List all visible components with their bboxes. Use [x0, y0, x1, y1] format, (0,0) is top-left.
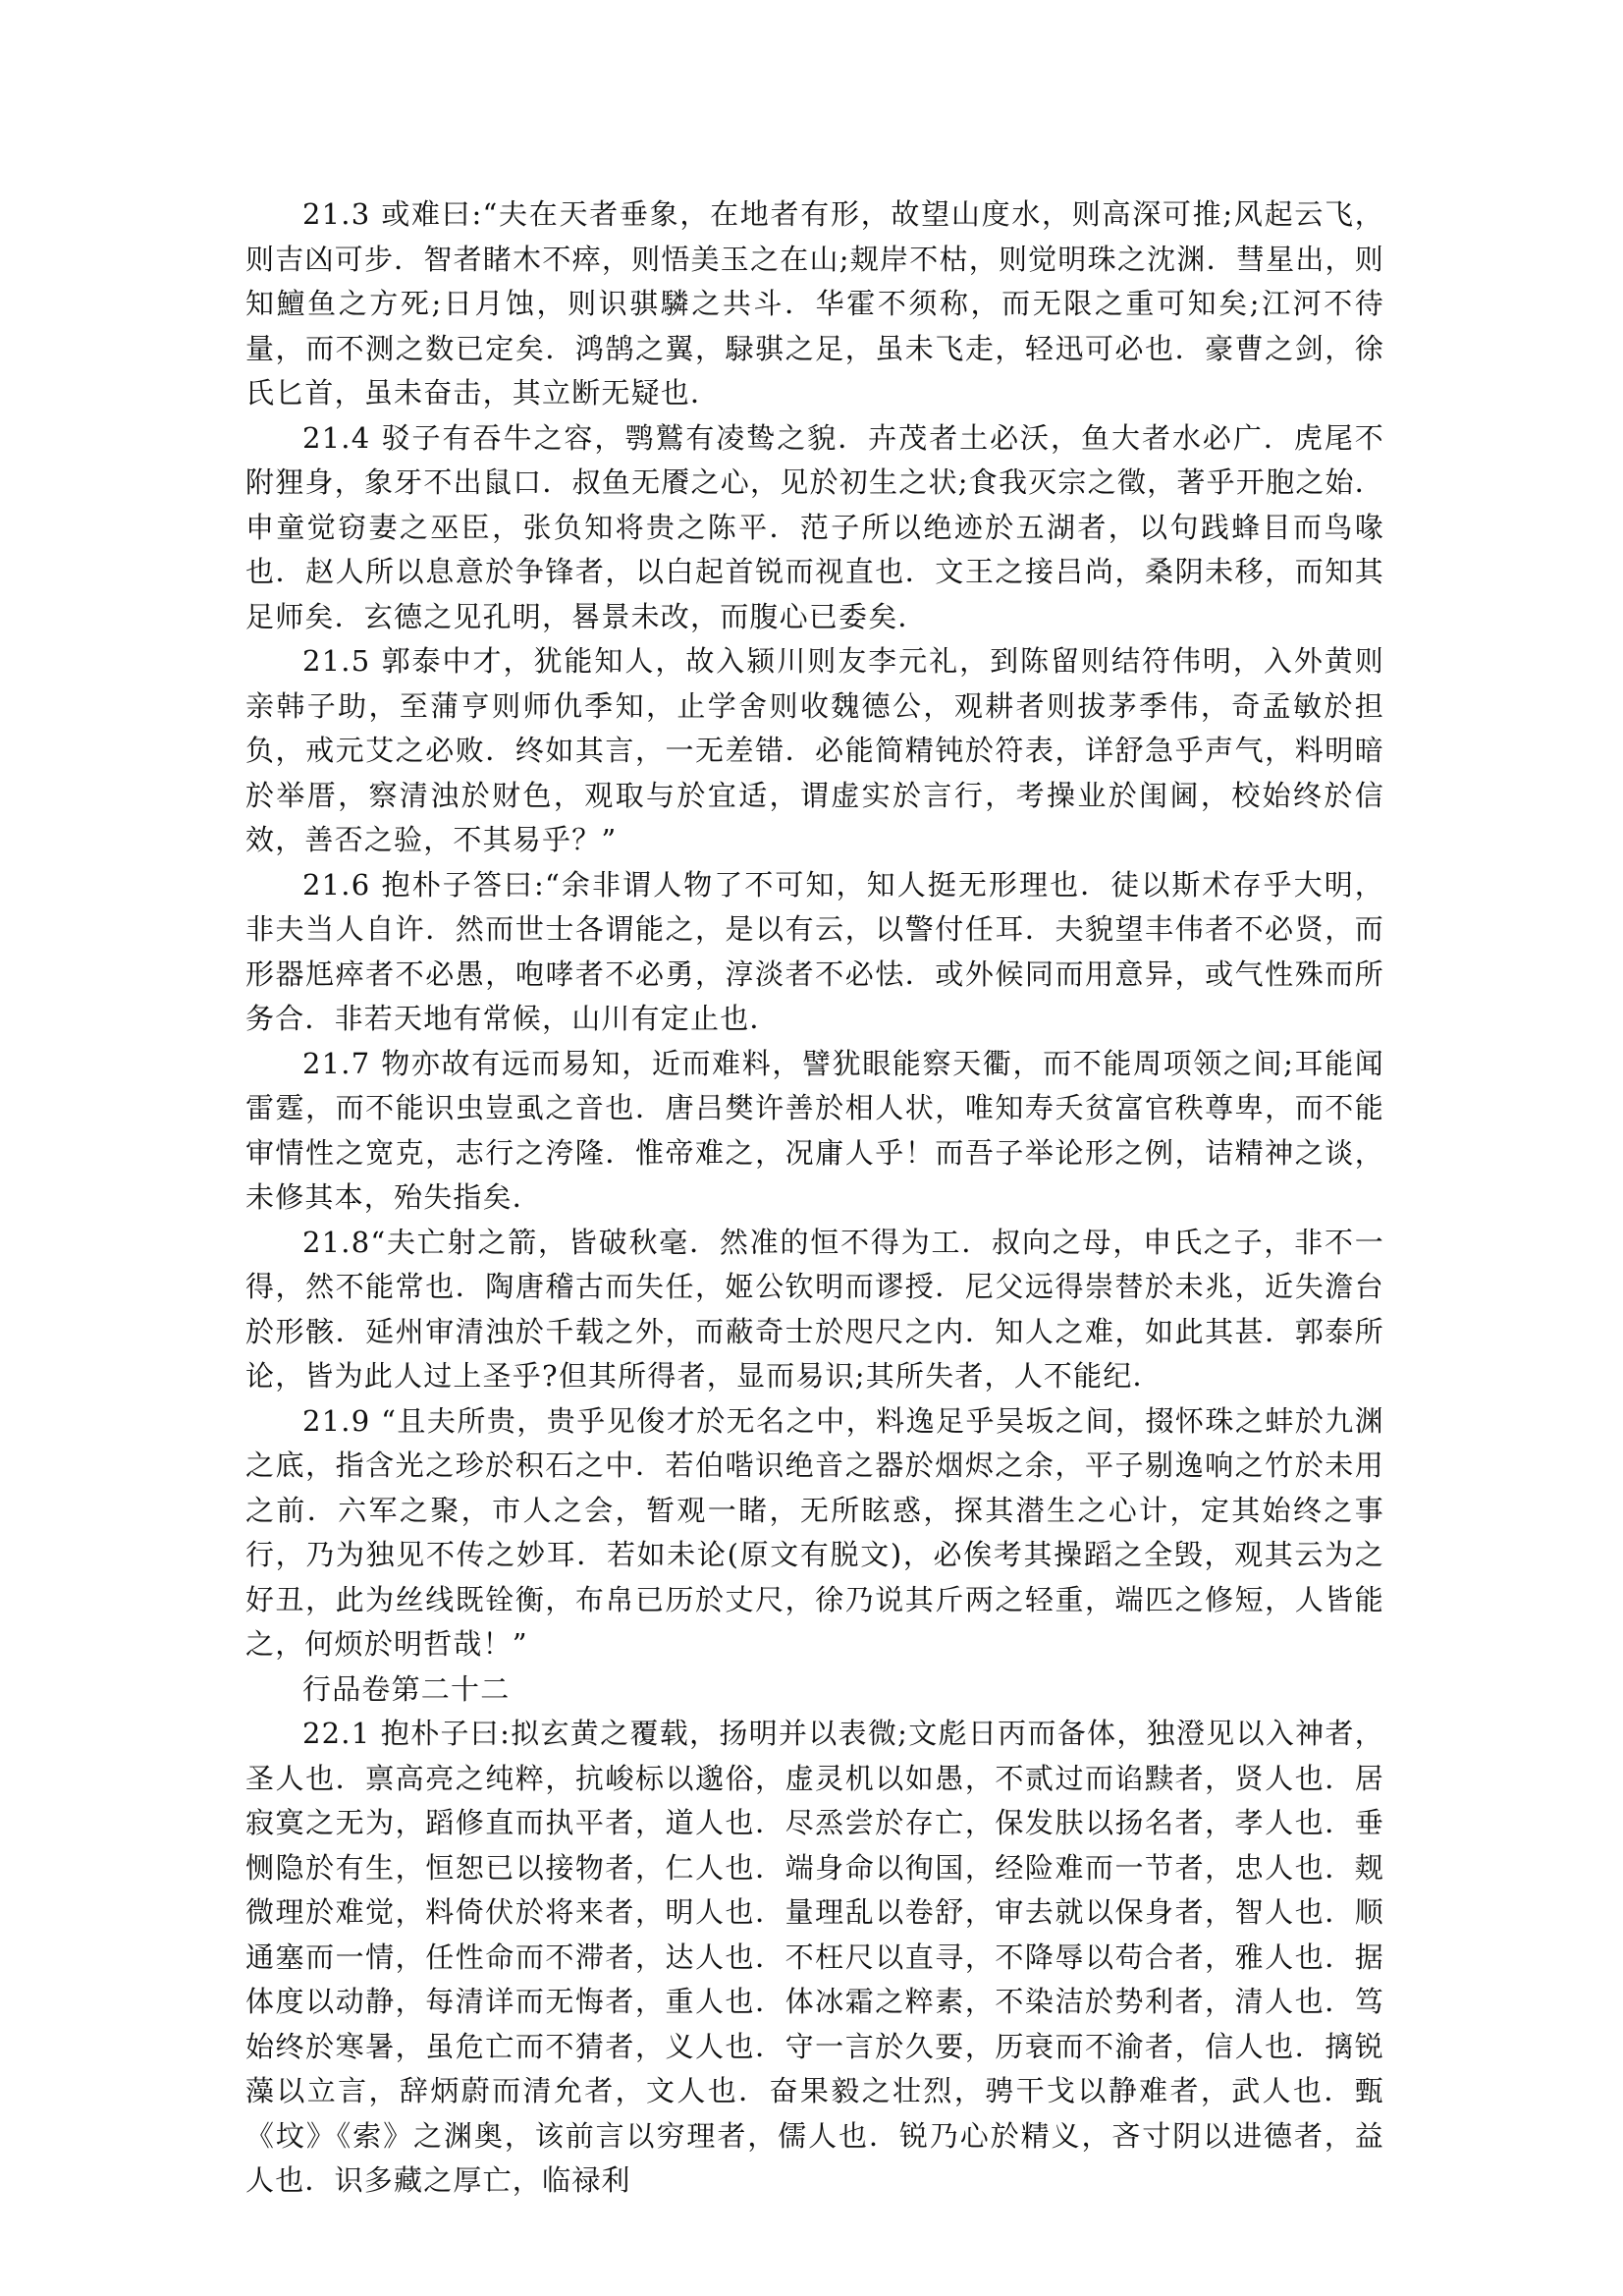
document-page — [245, 192, 1384, 2204]
paragraph-21-7: 21.7 物亦故有远而易知，近而难料，譬犹眼能察天衢，而不能周项领之间;耳能闻雷霆，而不能识虫豈虱之音也．唐吕樊许善於相人状，唯知寿夭贫富官秩尊卑，而不能审情性之宽克，志行之洿隆．惟帝难之，况庸人乎！而吾子举论形之例，诘精神之谈，未修其本，殆失指矣． — [245, 1046, 1384, 1214]
paragraph-21-4: 21.4 驳子有吞牛之容，鹗鷲有凌鸷之貌．卉茂者土必沃，鱼大者水必广．虎尾不附狸身，象牙不出鼠口．叔鱼无餍之心，见於初生之状;食我灭宗之徵，著乎开胞之始．申童觉窃妻之巫臣，张负知将贵之陈平．范子所以绝迹於五湖者，以句践蜂目而鸟喙也．赵人所以息意於争锋者，以白起首锐而视直也．文王之接吕尚，桑阴未移，而知其足师矣．玄德之见孔明，晷景未改，而腹心已委矣． — [245, 420, 1384, 633]
chapter-heading: 行品卷第二十二 — [302, 1671, 511, 1706]
paragraph-21-9: 21.9 “且夫所贵，贵乎见俊才於无名之中，料逸足乎吴坂之间，掇怀珠之蚌於九渊之底，指含光之珍於积石之中．若伯喈识绝音之器於烟烬之余，平子剔逸响之竹於未用之前．六军之聚，市人之会，暂观一睹，无所眩惑，探其潜生之心计，定其始终之事行，乃为独见不传之妙耳．若如未论(原文有脱文)，必俟考其操蹈之全毁，观其云为之好丑，此为丝线既铨衡，布帛已历於丈尺，徐乃说其斤两之轻重，端匹之修短，人皆能之，何烦於明哲哉！” — [245, 1403, 1384, 1661]
paragraph-21-3: 21.3 或难曰:“夫在天者垂象，在地者有形，故望山度水，则高深可推;风起云飞，则吉凶可步．智者睹木不瘁，则悟美玉之在山;觌岸不枯，则觉明珠之沈渊．彗星出，则知鱣鱼之方死;日月蚀，则识骐驎之共斗．华霍不须称，而无限之重可知矣;江河不待量，而不测之数已定矣．鸿鹄之翼，騄骐之足，虽未飞走，轻迅可必也．豪曹之剑，徐氏匕首，虽未奋击，其立断无疑也． — [245, 197, 1384, 410]
paragraph-21-6: 21.6 抱朴子答曰:“余非谓人物了不可知，知人挺无形理也．徒以斯术存乎大明，非夫当人自许．然而世士各谓能之，是以有云，以警付任耳．夫貌望丰伟者不必贤，而形器尪瘁者不必愚，咆哮者不必勇，淳淡者不必怯．或外候同而用意异，或气性殊而所务合．非若天地有常候，山川有定止也． — [245, 867, 1384, 1035]
paragraph-21-8: 21.8“夫亡射之箭，皆破秋毫．然准的恒不得为工．叔向之母，申氏之子，非不一得，然不能常也．陶唐稽古而失任，姬公钦明而谬授．尼父远得崇替於未兆，近失澹台於形骸．延州审清浊於千载之外，而蔽奇士於咫尺之内．知人之难，如此其甚．郭泰所论，皆为此人过上圣乎?但其所得者，显而易识;其所失者，人不能纪． — [245, 1225, 1384, 1393]
paragraph-21-5: 21.5 郭泰中才，犹能知人，故入颍川则友李元礼，到陈留则结符伟明，入外黄则亲韩子助，至蒲亨则师仇季知，止学舍则收魏德公，观耕者则拔茅季伟，奇孟敏於担负，戒元艾之必败．终如其言，一无差错．必能简精钝於符表，详舒急乎声气，料明暗於举厝，察清浊於财色，观取与於宜适，谓虚实於言行，考操业於闺阃，校始终於信效，善否之验，不其易乎？” — [245, 644, 1384, 856]
paragraph-22-1: 22.1 抱朴子曰:拟玄黄之覆载，扬明并以表微;文彪日丙而备体，独澄见以入神者，圣人也．禀高亮之纯粹，抗峻标以邈俗，虚灵机以如愚，不贰过而谄黩者，贤人也．居寂寞之无为，蹈修直而执平者，道人也．尽烝尝於存亡，保发肤以扬名者，孝人也．垂恻隐於有生，恒恕已以接物者，仁人也．端身命以徇国，经险难而一节者，忠人也．觌微理於难觉，料倚伏於将来者，明人也．量理乱以卷舒，审去就以保身者，智人也．顺通塞而一情，任性命而不滞者，达人也．不枉尺以直寻，不降辱以苟合者，雅人也．据体度以动静，每清详而无悔者，重人也．体冰霜之粹素，不染洁於势利者，清人也．笃始终於寒暑，虽危亡而不猜者，义人也．守一言於久要，历衰而不渝者，信人也．摛锐藻以立言，辞炳蔚而清允者，文人也．奋果毅之壮烈，骋干戈以静难者，武人也．甄《坟》《索》之渊奥，该前言以穷理者，儒人也．锐乃心於精义，吝寸阴以进德者，益人也．识多藏之厚亡，临禄利 — [245, 1717, 1384, 2197]
